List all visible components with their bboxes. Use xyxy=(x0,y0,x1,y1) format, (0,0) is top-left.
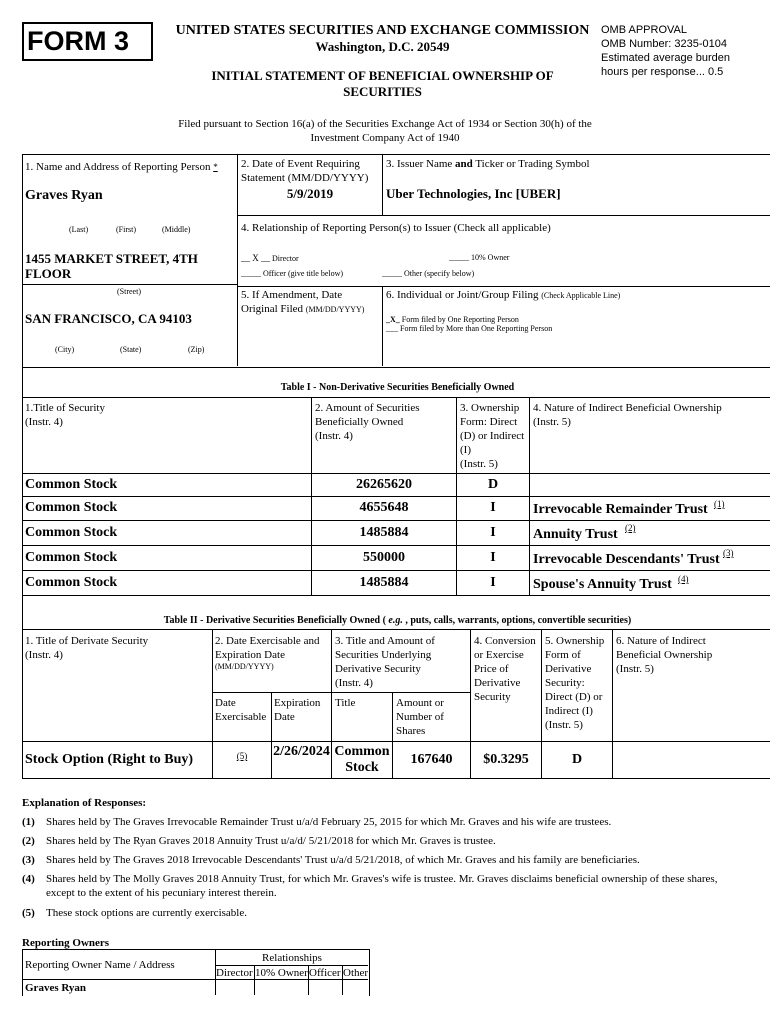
box5-label: 5. If Amendment, Date Original Filed (MM/DD/YYYY) xyxy=(241,289,365,315)
box1-city: (City) xyxy=(55,345,75,354)
owner-col-ten-pct: 10% Owner xyxy=(255,967,308,979)
street-address-line2: FLOOR xyxy=(25,266,72,281)
filing-one-person: _X_ Form filed by One Reporting Person xyxy=(386,315,519,324)
owner-row-name: Graves Ryan xyxy=(25,982,87,994)
table1-title: Table I - Non-Derivative Securities Beneficially Owned xyxy=(280,382,515,393)
table2-col-underlying-shares: Amount or Number of Shares xyxy=(396,697,444,737)
issuer-name: Uber Technologies, Inc [UBER] xyxy=(386,186,561,201)
footnote-1: (1) Shares held by The Graves Irrevocable Remainder Trust u/a/d February 25, 2015 for which Mr. Graves and his wife are trustees. xyxy=(22,816,612,828)
table2-col-nature: 6. Nature of Indirect Beneficial Ownership (Instr. 5) xyxy=(616,635,713,675)
relationship-officer: _____ Officer (give title below) xyxy=(241,269,344,278)
box1-street-label: (Street) xyxy=(117,287,141,296)
owner-col-director: Director xyxy=(216,967,253,979)
agency-location: Washington, D.C. 20549 xyxy=(315,39,450,54)
footnote-5: (5) These stock options are currently exercisable. xyxy=(22,907,247,919)
box2-label: 2. Date of Event Requiring Statement (MM/DD/YYYY) xyxy=(241,158,369,184)
filed-pursuant-line2: Investment Company Act of 1940 xyxy=(310,132,460,144)
omb-approval: OMB APPROVAL xyxy=(601,24,687,36)
box1-zip: (Zip) xyxy=(188,345,205,354)
omb-burden-line1: Estimated average burden xyxy=(601,52,731,64)
box1-first: (First) xyxy=(116,225,136,234)
footnote-ref[interactable]: (1) xyxy=(714,499,725,509)
box1-last: (Last) xyxy=(69,225,89,234)
filing-multiple-persons: ___ Form filed by More than One Reporting Person xyxy=(386,324,553,333)
table2-col-dates: 2. Date Exercisable and Expiration Date (MM/DD/YYYY) xyxy=(215,635,320,671)
table2-title: Table II - Derivative Securities Beneficially Owned ( e.g. , puts, calls, warrants, options, convertible securities) xyxy=(163,615,632,626)
agency-name: UNITED STATES SECURITIES AND EXCHANGE COMMISSION xyxy=(175,23,590,38)
footnote-ref[interactable]: (2) xyxy=(625,523,636,533)
table2-col-expiration: Expiration Date xyxy=(274,697,321,723)
table1-col-nature: 4. Nature of Indirect Beneficial Ownership (Instr. 5) xyxy=(533,402,722,428)
city-state-zip: SAN FRANCISCO, CA 94103 xyxy=(25,311,192,326)
table1-col-title: 1.Title of Security (Instr. 4) xyxy=(25,402,105,428)
table2-col-underlying-title: Title xyxy=(335,697,356,709)
table2-col-underlying: 3. Title and Amount of Securities Underlying Derivative Security (Instr. 4) xyxy=(335,635,435,689)
box1-middle: (Middle) xyxy=(162,225,191,234)
table1-col-form: 3. Ownership Form: Direct (D) or Indirect (I) (Instr. 5) xyxy=(460,402,525,470)
footnote-3: (3) Shares held by The Graves 2018 Irrevocable Descendants' Trust u/a/d 5/21/2018, of which Mr. Graves and his family are beneficiaries. xyxy=(22,854,640,866)
street-address-line1: 1455 MARKET STREET, 4TH xyxy=(25,251,198,266)
box6-label: 6. Individual or Joint/Group Filing (Check Applicable Line) xyxy=(386,289,621,301)
relationships-header: Relationships xyxy=(262,952,322,964)
table2-col-price: 4. Conversion or Exercise Price of Derivative Security xyxy=(474,635,536,703)
omb-approval-block xyxy=(601,23,761,79)
filed-pursuant-line1: Filed pursuant to Section 16(a) of the Securities Exchange Act of 1934 or Section 30(h) of the xyxy=(178,118,592,130)
relationship-other: _____ Other (specify below) xyxy=(382,269,475,278)
box4-label: 4. Relationship of Reporting Person(s) to Issuer (Check all applicable) xyxy=(241,222,551,234)
relationship-ten-pct: _____ 10% Owner xyxy=(449,253,510,262)
footnote-4: (4) Shares held by The Molly Graves 2018 Annuity Trust, for which Mr. Graves's wife is trustee. Mr. Graves disclaims beneficial ownership of these shares, except to the extent of his pecuniary interest therein. xyxy=(22,873,718,899)
reporting-owners-heading: Reporting Owners xyxy=(22,937,110,949)
form-title-line1: INITIAL STATEMENT OF BENEFICIAL OWNERSHIP OF xyxy=(211,68,554,83)
form-title-line2: SECURITIES xyxy=(343,84,422,99)
footnote-2: (2) Shares held by The Ryan Graves 2018 Annuity Trust u/a/d/ 5/21/2018 for which Mr. Graves is trustee. xyxy=(22,835,496,847)
box1-star: * xyxy=(213,162,218,172)
table1-col-amount: 2. Amount of Securities Beneficially Owned (Instr. 4) xyxy=(315,402,420,442)
table2-col-date-exercisable: Date Exercisable xyxy=(215,697,267,723)
footnote-ref[interactable]: (5) xyxy=(236,751,248,761)
table2-col-form: 5. Ownership Form of Derivative Security: Direct (D) or Indirect (I) (Instr. 5) xyxy=(545,635,605,731)
owner-col-other: Other xyxy=(343,967,369,979)
footnote-ref[interactable]: (4) xyxy=(678,574,689,584)
form-label-box xyxy=(22,22,153,61)
footnote-ref[interactable]: (3) xyxy=(723,548,734,558)
owner-name-header: Reporting Owner Name / Address xyxy=(25,959,175,971)
omb-number: OMB Number: 3235-0104 xyxy=(601,38,727,50)
owner-col-officer: Officer xyxy=(309,967,341,979)
box1-state: (State) xyxy=(120,345,142,354)
form-label: FORM 3 xyxy=(27,26,130,56)
box3-label: 3. Issuer Name and Ticker or Trading Symbol xyxy=(386,158,590,170)
explanation-heading: Explanation of Responses: xyxy=(22,797,147,809)
relationship-director: __ X __ Director xyxy=(241,253,299,263)
event-date: 5/9/2019 xyxy=(286,186,334,201)
reporting-person-name: Graves Ryan xyxy=(25,188,103,203)
omb-burden-line2: hours per response... 0.5 xyxy=(601,66,724,78)
box1-label: 1. Name and Address of Reporting Person * xyxy=(25,161,218,173)
table2-col-title: 1. Title of Derivate Security (Instr. 4) xyxy=(25,635,149,661)
